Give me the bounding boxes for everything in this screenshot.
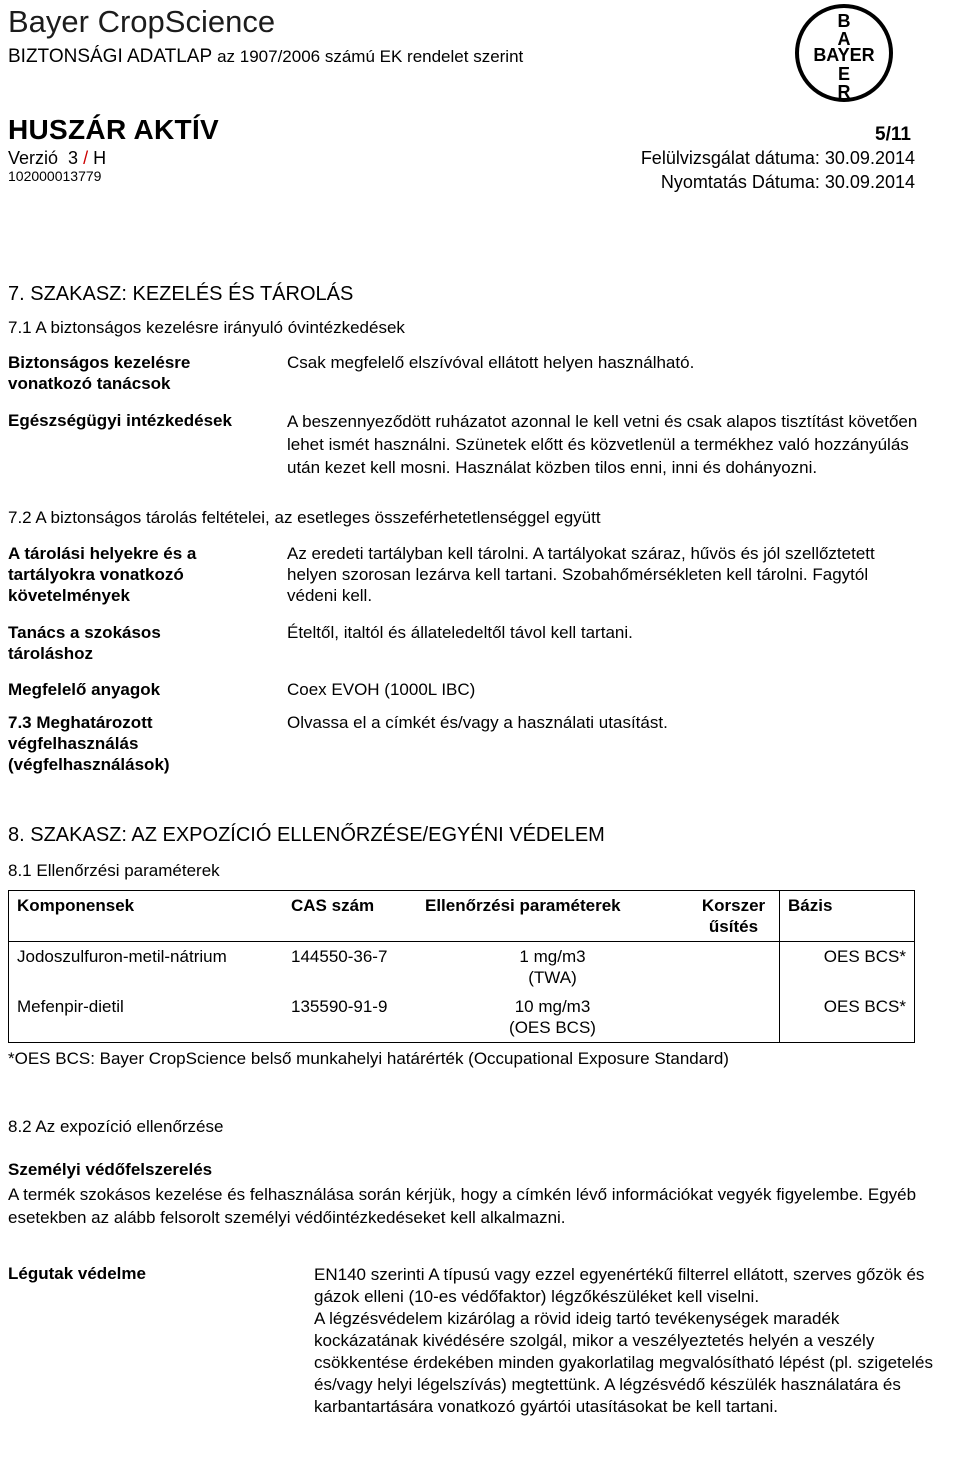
- revision-date: Felülvizsgálat dátuma: 30.09.2014: [640, 148, 915, 168]
- handling-advice-value: Csak megfelelő elszívóval ellátott helyen használható.: [287, 353, 695, 372]
- cas-cell: 135590-91-9: [291, 997, 388, 1016]
- page-number: 5/11: [875, 124, 911, 145]
- column-header-parameters: Ellenőrzési paraméterek: [417, 891, 688, 942]
- specific-end-use-value: Olvassa el a címkét és/vagy a használati utasítást.: [287, 713, 668, 732]
- bayer-cross-logo: [794, 3, 894, 103]
- version-code: H: [93, 148, 107, 168]
- parameter-type: (OES BCS): [509, 1018, 596, 1037]
- section-7-2-title: 7.2 A biztonságos tárolás feltételei, az esetleges összeférhetetlenséggel együtt: [8, 508, 601, 527]
- version-separator: /: [83, 148, 89, 168]
- parameter-value: 10 mg/m3: [514, 997, 591, 1016]
- respiratory-protection-para-2: A légzésvédelem kizárólag a rövid ideig tartó tevékenységek maradék kockázatának kivédésére szolgál, mikor a veszélyeztetés helyén a veszély csökkentése érdekében minden gyakorlatilag megvalósítható lépést (pl. szigetelés és/vagy helyi légelszívás) megtettünk. A légzésvédő készülék használatára és karbantartására vonatkozó gyártói utasításokat be kell tartani.: [314, 1309, 933, 1416]
- logo-letter-b: B: [837, 11, 851, 31]
- version-label: Verzió: [8, 148, 59, 168]
- common-storage-value: Ételtől, italtól és állateledeltől távol kell tartani.: [287, 623, 633, 642]
- common-storage-label: Tanács a szokásos tároláshoz: [8, 623, 161, 663]
- suitable-materials-value: Coex EVOH (1000L IBC): [287, 680, 476, 699]
- parameter-type: (TWA): [528, 968, 577, 987]
- version-number: 3: [68, 148, 79, 168]
- storage-requirements-label: A tárolási helyekre és a tartályokra vonatkozó követelmények: [8, 544, 197, 605]
- table-header-row: [9, 891, 915, 942]
- handling-advice-label: Biztonságos kezelésre vonatkozó tanácsok: [8, 353, 191, 393]
- column-header-components: Komponensek: [9, 891, 284, 942]
- column-header-basis: Bázis: [780, 891, 915, 942]
- exposure-limits-table: [8, 890, 915, 1043]
- parameter-cell: [417, 942, 688, 993]
- logo-letter-a: A: [837, 29, 851, 49]
- logo-word-bayer: BAYER: [813, 45, 875, 65]
- column-header-cas: CAS szám: [283, 891, 417, 942]
- respiratory-protection-para-1: EN140 szerinti A típusú vagy ezzel egyenértékű filterrel ellátott, szerves gőzök és gázok elleni (10-es védőfaktor) légzőkészüléket kell viselni.: [314, 1265, 925, 1306]
- storage-requirements-value: Az eredeti tartályban kell tárolni. A tartályokat száraz, hűvös és jól szellőztetett helyen szorosan lezárva kell tartani. Szobahőmérsékleten kell tárolni. Fagytól védeni kell.: [287, 544, 875, 605]
- suitable-materials-label: Megfelelő anyagok: [8, 680, 161, 699]
- column-header-update: Korszer űsítés: [688, 891, 780, 942]
- update-cell: [688, 942, 780, 993]
- specific-end-use-label: 7.3 Meghatározott végfelhasználás (végfelhasználások): [8, 713, 170, 774]
- ppe-text: A termék szokásos kezelése és felhasználása során kérjük, hogy a címkén lévő információkat vegyék figyelembe. Egyéb esetekben az alább felsorolt személyi védőintézkedéseket kell alkalmazni.: [8, 1185, 917, 1227]
- company-name: Bayer CropScience: [8, 4, 276, 39]
- oes-footnote: *OES BCS: Bayer CropScience belső munkahelyi határérték (Occupational Exposure Standard): [8, 1049, 729, 1068]
- update-cell: [688, 992, 780, 1043]
- basis-cell: OES BCS*: [780, 992, 915, 1043]
- section-8-2-title: 8.2 Az expozíció ellenőrzése: [8, 1117, 224, 1136]
- ppe-heading: Személyi védőfelszerelés: [8, 1160, 213, 1179]
- product-name: HUSZÁR AKTÍV: [8, 114, 220, 145]
- respiratory-protection-label: Légutak védelme: [8, 1264, 146, 1283]
- component-cell: Jodoszulfuron-metil-nátrium: [17, 947, 227, 966]
- version-line: [8, 148, 106, 169]
- section-7-1-title: 7.1 A biztonságos kezelésre irányuló óvintézkedések: [8, 318, 405, 337]
- basis-cell: OES BCS*: [780, 942, 915, 993]
- document-type: BIZTONSÁGI ADATLAP: [8, 46, 212, 67]
- hygiene-measures-value: A beszennyeződött ruházatot azonnal le kell vetni és csak alapos tisztítást követően lehet ismét használni. Szünetek előtt és közvetlenül a termékhez való hozzányúlás után kezet kell mosni. Használat közben tilos enni, inni és dohányozni.: [287, 412, 918, 477]
- print-date: Nyomtatás Dátuma: 30.09.2014: [660, 172, 915, 192]
- section-7-title: 7. SZAKASZ: KEZELÉS ÉS TÁROLÁS: [8, 283, 354, 305]
- section-8-1-title: 8.1 Ellenőrzési paraméterek: [8, 861, 220, 880]
- parameter-cell: [417, 992, 688, 1043]
- logo-letter-e: E: [837, 64, 851, 84]
- hygiene-measures-label: Egészségügyi intézkedések: [8, 411, 232, 430]
- regulation-reference: az 1907/2006 számú EK rendelet szerint: [217, 47, 524, 66]
- document-number: 102000013779: [8, 168, 102, 184]
- logo-letter-r: R: [837, 82, 851, 102]
- table-row: [9, 942, 915, 993]
- cas-cell: 144550-36-7: [291, 947, 388, 966]
- respiratory-protection-text: [314, 1264, 934, 1418]
- component-cell: Mefenpir-dietil: [17, 997, 124, 1016]
- document-type-line: [8, 46, 523, 68]
- section-8-title: 8. SZAKASZ: AZ EXPOZÍCIÓ ELLENŐRZÉSE/EGYÉNI VÉDELEM: [8, 824, 605, 846]
- table-row: [9, 992, 915, 1043]
- parameter-value: 1 mg/m3: [519, 947, 586, 966]
